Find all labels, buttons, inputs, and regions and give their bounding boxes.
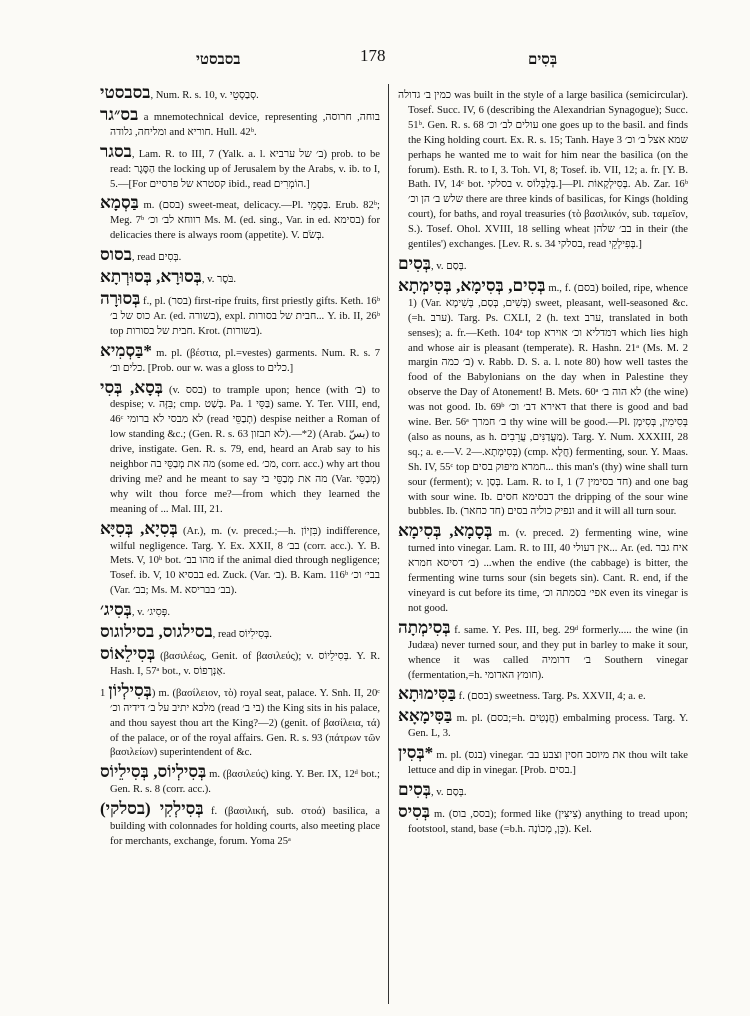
entry-headword: בְּסוּרָא, בְּסוּרְתָא bbox=[100, 267, 202, 287]
entry-headword: בסוס bbox=[100, 245, 132, 265]
entry-definition: m., f. (בסם) boiled, ripe, whence 1) (Var. בְּשִׁים, בְּסַם, בְּשִׁימָא) sweet, pleasant, well-seasoned &c. (=h. ערב). Targ. Ps. CXLI, 2 (h. text ערב, translated in both senses); a. fr.—Keth. 104ᵃ top דמדליא וכ׳ אוירא which lies high and whose air is pleasant (temperate). R. Hashn. 21ᵃ (Ms. M. 2 margin ב׳ כמה) v. Rabb. D. S. a. l. note 80) how well tastes the food of the Babylonians on the day when in Palestine they observe the Day of Atonement! B. Mets. 60ᵃ לא הוה ב׳ (the wine) was not good. Ib. 69ᵇ דאירא דב׳ וכ׳ that there is good and bad wine. Ber. 56ᵃ ב׳ חמרך thy wine will be good.—Pl. בְּסִימִין, בְּסִימָן (also as nouns, as h. מַעֲדַנִּים, עֲרֵבִים). Targ. Y. Num. XXXIII, 28 sq.; a. e.—V. בְּסִימְתָא.—2) (cmp. חֲלָא) fermenting, sour. Y. Maas. Sh. IV, 55ᶜ top חמרא מיפוק בסים... this man's (thy) wine shall turn sour (ferment); v. בְּסַן. Lam. R. to I, 1 (7 חד בסימין) and one bag with sour wine. Ib. דבסימא חסים the dripping of the sour wine bubbles. Ib. (חד כחאר) ונפיק כוליה בסים and it will all turn sour. bbox=[408, 282, 688, 518]
entry-headword: בְּסוּרָה bbox=[100, 288, 141, 308]
entry-headword: בְּסִיָא, בְּסִיָּא bbox=[100, 518, 178, 538]
entry-headword: בְּסִילֵאוֹס bbox=[100, 644, 156, 663]
entry-headword: בְּסִיס bbox=[398, 801, 430, 821]
entry-headword: בְּסִים, בְּסִימָא, בְּסִימְתָא bbox=[398, 275, 546, 295]
dictionary-entry bbox=[100, 379, 380, 518]
dictionary-entry bbox=[100, 763, 380, 798]
dictionary-entry bbox=[398, 84, 688, 253]
entry-headword: בְּסִימְתָה bbox=[398, 617, 451, 637]
entry-headword: בְּסִילְיוֹן bbox=[108, 680, 152, 700]
entry-definition: , Num. R. s. 10, v. סְבַסְטֵי. bbox=[150, 90, 259, 101]
entry-headword: בס״גר bbox=[100, 104, 139, 124]
entry-definition: m. pl. (βέστια, pl.=vestes) garments. Num. R. s. 7 כלים וב׳. [Prob. our w. was a gloss to כלים.] bbox=[110, 347, 380, 374]
dictionary-entry bbox=[100, 194, 380, 244]
dictionary-entry bbox=[100, 246, 380, 266]
entry-headword: בְּסִילְקִי (בסלקי) bbox=[100, 799, 204, 819]
entry-headword: בַּסִּימָאָא bbox=[398, 706, 453, 726]
entry-definition: m. (v. preced. 2) fermenting wine, wine turned into vinegar. Lam. R. to III, 40 אין דעולי... Ar. (ed. איח גבר ב׳ דסיסא חמרא) ...when the endive (the cabbage) is bitter, the fermenting wine turns sour (sin begets sin). Cant. R. end, if the vineyard is cut before its time, אפי׳ בסמתה וכ׳ even its vinegar is not good. bbox=[408, 528, 688, 614]
entry-definition: f. (βασιλική, sub. στοά) basilica, a building with colonnades for holding courts, also meeting place for merchants, exchange, forum. Yoma 25ᵃ bbox=[110, 806, 380, 847]
entry-definition: , v. בְּסַם. bbox=[430, 786, 467, 798]
entry-headword: בְּסָמָא, בְּסִימָא bbox=[398, 521, 493, 541]
entry-definition: , Lam. R. to III, 7 (Yalk. a. l. ב׳ של ערביא) prob. to be read: הַסֶּגֶר the locking up of Jerusalem by the Arabs, v. ib. to I, 5.—[For קסטרא של פרסיים ibid., read הוֹמְרִים.] bbox=[110, 148, 380, 190]
entry-headword: בַּסִּימוּתָא bbox=[398, 684, 457, 704]
entry-definition: כמין ב׳ גדולה was built in the style of a large basilica (semicircular). Tosef. Succ. IV, 6 (describing the Alexandrian Synagogue); Succ. 51ᵇ. Gen. R. s. 68 עולים לב׳ וכ׳ one goes up to the basil. and finds the King holding court. Ex. R. s. 15; Tanh. Haye 3 שמא אצל ב׳ וכ׳ perhaps he wanted me to wait for him near the basilica (on the forum). Esth. R. to I, 3. Toh. VI, 8; Tosef. ib. VII, 12; a. fr. [Y. B. Bath. IV, 14ᶜ bot. בסלקי v. בְּלַבְּלוֹס.]—Pl. בְּסִילְקָאוֹת. Ab. Zar. 16ᵇ שלש ב׳ הן וכ׳ there are three kinds of basilicas, for Kings (holding court), for baths, and royal treasuries (τὸ βασιλικόν, sub. ταμεῖον, S.). Tosef. Ohol. XVIII, 18 selling wheat בב׳ שלהן in their (the gentiles') exchanges. [Lev. R. s. 34 בסלקי, read בְּפִילְקֵי.] bbox=[398, 90, 688, 251]
entry-definition: m. pl. (בסם;=h. חֲנָטִים) embalming process. Targ. Y. Gen. L, 3. bbox=[408, 713, 688, 740]
entry-definition: , read בְּסִילִיוֹס. bbox=[212, 629, 272, 641]
dictionary-entry bbox=[398, 803, 688, 838]
dictionary-entry bbox=[398, 707, 688, 742]
dictionary-entry bbox=[398, 744, 688, 779]
entry-definition: 1) m. (βασίλειον, τὸ) royal seat, palace. Y. Snh. II, 20ᶜ מלכא יתיב על ב׳ דידיה וכ׳ (read בי ב׳) the King sits in his palace, and thou sayest thou art the King?—2) (genit. of βασίλεια, τά) of the palace, or of the royal affairs. Gen. R. s. 93 (πάτρων τῶν βασιλείων) superintendent of &c. bbox=[100, 687, 380, 759]
dictionary-entry bbox=[100, 268, 380, 288]
entry-definition: m. (בסס, בוס); formed like (צִיצִּין) anything to tread upon; footstool, stand, base (=b.h. כֵּן, מְכוֹנָה). Kel. bbox=[408, 808, 688, 835]
entry-definition: f., pl. (בסר) first-ripe fruits, first priestly gifts. Keth. 16ᵇ כוס של ב׳ Ar. (ed. בשורה), expl. חבית של בסורות... Y. ib. II, 26ᵇ top חבית של בסורות. Krot. (בשורות). bbox=[110, 295, 380, 337]
column-divider bbox=[388, 84, 389, 1004]
dictionary-entry bbox=[398, 522, 688, 616]
entry-definition: m. pl. (בנס) vinegar. את מיוסב חסין וצבע בב׳ thou wilt take lettuce and dip in vinegar. [Prob. בסים.] bbox=[408, 750, 688, 777]
entry-headword: בַּסְמִיא* bbox=[100, 340, 152, 360]
left-column bbox=[100, 84, 380, 1004]
dictionary-entry bbox=[100, 106, 380, 141]
entry-headword: בְּסִילְיוֹס, בְּסִילֵיוֹס bbox=[100, 762, 207, 782]
entry-headword: בְּסִים bbox=[398, 253, 431, 273]
dictionary-entry bbox=[100, 623, 380, 643]
entry-definition: , v. פְּסִיג׳. bbox=[131, 607, 171, 619]
entry-definition: m. (βασιλεύς) king. Y. Ber. IX, 12ᵈ bot.; Gen. R. s. 8 (corr. acc.). bbox=[110, 769, 380, 796]
entry-definition: m. (בסם) sweet-meat, delicacy.—Pl. בַּסְמֵי. Erub. 82ᵇ; Meg. 7ᵇ רווחא לב׳ וכ׳ Ms. M. (ed. sing., Var. in ed. בסימא) for delicacies there is always room (appetite). V. בְּשֹׂם. bbox=[110, 200, 380, 242]
dictionary-entry bbox=[100, 601, 380, 621]
dictionary-entry bbox=[398, 619, 688, 684]
entry-headword: בְּסָא, בְּסִי bbox=[100, 377, 163, 397]
dictionary-entry bbox=[100, 84, 380, 104]
right-column bbox=[398, 84, 688, 1004]
dictionary-entry bbox=[100, 682, 380, 762]
entry-definition: , v. בֹּסֶר. bbox=[201, 274, 237, 286]
page-header bbox=[0, 40, 750, 68]
dictionary-entry bbox=[398, 255, 688, 275]
entry-definition: f. same. Y. Pes. III, beg. 29ᵈ formerly..... the wine (in Judæa) never turned sour, and they put in barley to make it sour, whence it was called ב׳ דרומיה Southern vinegar (fermentation,=h. חומץ האדומי). bbox=[408, 624, 688, 681]
entry-headword: בסגר bbox=[100, 141, 132, 161]
dictionary-entry bbox=[100, 520, 380, 600]
entry-headword: בְּסִים bbox=[398, 779, 431, 799]
dictionary-entry bbox=[398, 685, 688, 705]
entry-headword: בסבסטי bbox=[100, 84, 151, 102]
dictionary-entry bbox=[100, 645, 380, 680]
dictionary-entry bbox=[398, 781, 688, 801]
entry-headword: בְּסִין* bbox=[398, 743, 434, 763]
dictionary-entry bbox=[100, 290, 380, 340]
right-running-headword: בְּסִים bbox=[528, 52, 558, 68]
dictionary-entry bbox=[100, 143, 380, 193]
entry-definition: , v. בְּסַם. bbox=[430, 260, 467, 272]
entry-headword: בְּסִיג׳ bbox=[100, 600, 132, 620]
entry-definition: (βασιλέως, Genit. of βασιλεύς); v. בְּסִילֵיוֹס. Y. R. Hash. I, 57ᵃ bot., v. אַנְרָפוֹס. bbox=[110, 651, 380, 677]
entry-definition: , read בְּסִים. bbox=[131, 252, 182, 264]
dictionary-entry bbox=[398, 277, 688, 521]
page-number: 178 bbox=[360, 46, 386, 65]
dictionary-entry bbox=[100, 800, 380, 850]
left-running-headword: בסבסטי bbox=[196, 52, 241, 68]
entry-definition: a mnemotechnical device, representing בוחה, חרוסה, ומליחה, גלודה and חוריא. Hull. 42ᵇ. bbox=[110, 111, 380, 138]
dictionary-entry bbox=[100, 342, 380, 377]
entry-headword: בסילגוס, בסילוגוס bbox=[100, 622, 213, 642]
entry-definition: (Ar.), m. (v. preced.;—h. בִּזְיוֹן) indifference, wilful negligence. Targ. Y. Ex. XXII, 8 בב׳ (corr. acc.). Y. B. Mets. V, 10ᵇ bot. מהו בב׳ if the animal died through negligence; Tosef. ib. V, 10 בבסיא ed. Zuck. (Var. ב׳). B. Kam. 116ᵇ בבי׳ וכ׳ (Var. בב׳; Ms. M. בב׳ בבריסא). bbox=[110, 525, 380, 597]
entry-definition: (v. בסס) to trample upon; hence (with ב׳) to despise; v. בִּזָּה; cmp. בְּשַׁט. Pa. בַּסֵּי 1) same. Y. Ter. VIII, end, 46ᶜ לא מבסי לא ברומי (read תְבַסֵּי) despise neither a Roman of low standing &c.; (Gen. R. s. 63 לא תבזון).—*2) (Arab. بسّ) to drive, instigate. Gen. R. s. 79, end, heard an Arab say to his neighbor מה את מְבַסֵּי בה (some ed. מכ׳, corr. acc.) why art thou driving me? and he meant to say מה את מְבַסֵּי בי (Var. מְבַסֵּי) why wilt thou force me?—from which they learned the meaning of ... Mal. III, 21. bbox=[110, 384, 380, 515]
entry-definition: f. (בסם) sweetness. Targ. Ps. XXVII, 4; a. e. bbox=[456, 691, 646, 703]
entry-headword: בַּסְמָא bbox=[100, 193, 139, 213]
